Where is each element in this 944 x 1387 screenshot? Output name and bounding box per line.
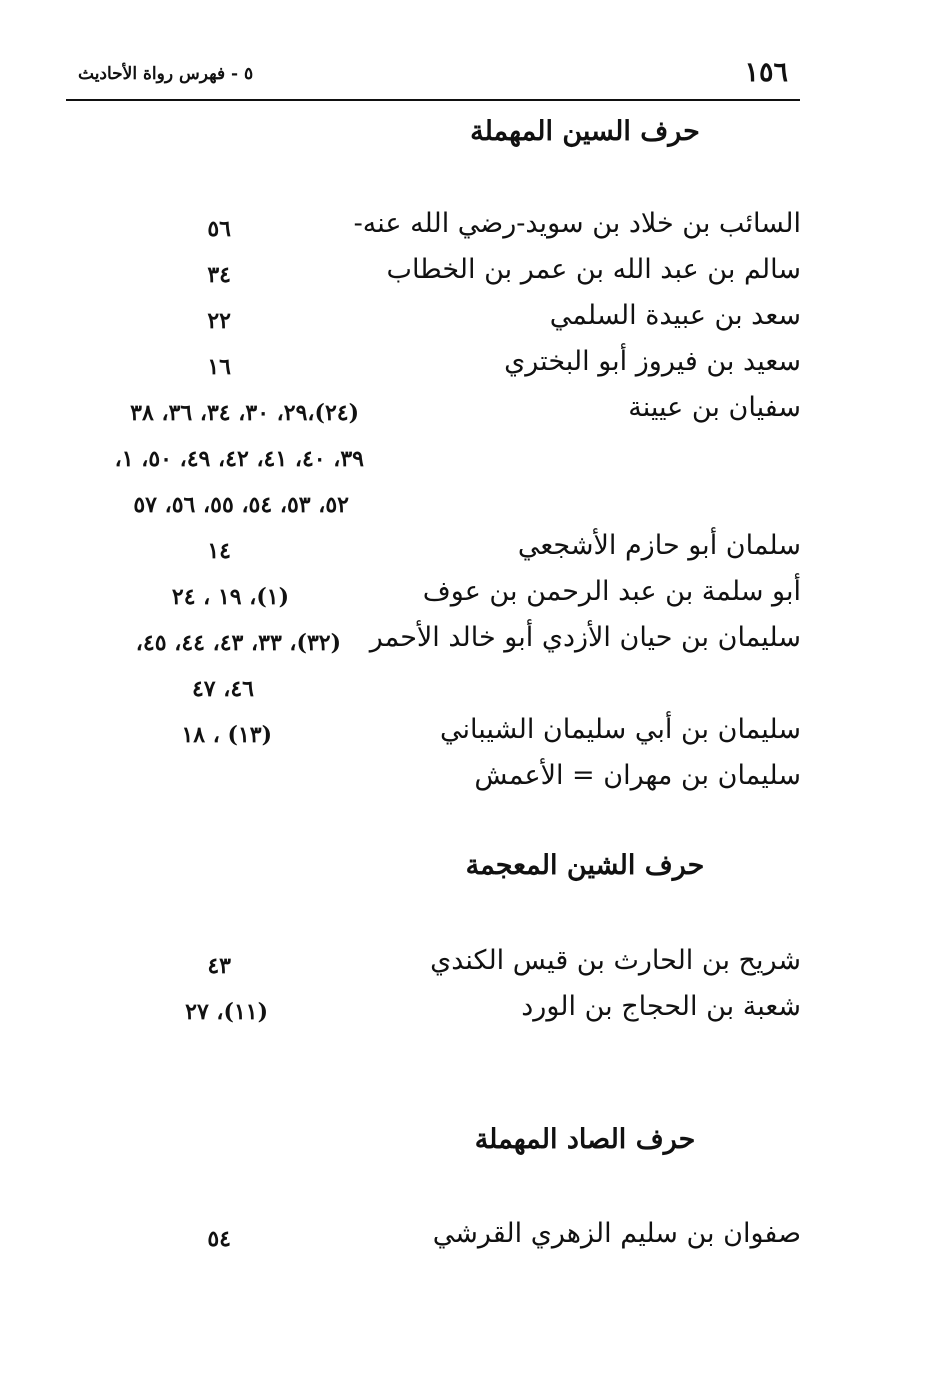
hadith-refs-continued: ٤٦، ٤٧ — [191, 676, 254, 702]
narrator-name: سالم بن عبد الله بن عمر بن الخطاب — [386, 254, 801, 285]
hadith-refs: ١٦ — [207, 354, 231, 380]
hadith-refs: ٤٣ — [207, 953, 231, 979]
narrator-name: سلمان أبو حازم الأشجعي — [517, 530, 801, 561]
narrator-name: أبو سلمة بن عبد الرحمن بن عوف — [422, 576, 801, 607]
narrator-name: شعبة بن الحجاج بن الورد — [521, 991, 801, 1022]
hadith-refs: ٢٢ — [207, 308, 231, 334]
section-title-sheen: حرف الشين المعجمة — [465, 850, 705, 881]
narrator-name: سعد بن عبيدة السلمي — [549, 300, 801, 331]
narrator-name: شريح بن الحارث بن قيس الكندي — [430, 945, 801, 976]
hadith-refs-continued: ٥٢، ٥٣، ٥٤، ٥٥، ٥٦، ٥٧ — [133, 492, 349, 518]
hadith-refs: (١١)، ٢٧ — [185, 999, 268, 1025]
section-title-seen: حرف السين المهملة — [470, 116, 700, 147]
hadith-refs: (٣٢)، ٣٣، ٤٣، ٤٤، ٤٥، — [135, 630, 341, 656]
section-title-sad: حرف الصاد المهملة — [474, 1124, 696, 1155]
hadith-refs: (١)، ١٩ ، ٢٤ — [171, 584, 289, 610]
page-header — [66, 55, 800, 101]
running-title: ٥ - فهرس رواة الأحاديث — [78, 64, 254, 84]
narrator-name: سفيان بن عيينة — [628, 392, 801, 423]
narrator-name: سعيد بن فيروز أبو البختري — [504, 346, 801, 377]
hadith-refs: (٢٤)،٢٩، ٣٠، ٣٤، ٣٦، ٣٨ — [130, 400, 359, 426]
hadith-refs: ٥٦ — [207, 216, 231, 242]
hadith-refs: ٣٤ — [207, 262, 231, 288]
narrator-name: سليمان بن أبي سليمان الشيباني — [439, 714, 801, 745]
narrator-name: صفوان بن سليم الزهري القرشي — [432, 1218, 801, 1249]
page-number: ١٥٦ — [744, 57, 788, 88]
hadith-refs: ١٤ — [207, 538, 231, 564]
narrator-name: السائب بن خلاد بن سويد-رضي الله عنه- — [353, 208, 801, 239]
hadith-refs: (١٣) ، ١٨ — [181, 722, 272, 748]
narrator-name: سليمان بن حيان الأزدي أبو خالد الأحمر — [369, 622, 801, 653]
narrator-name: سليمان بن مهران = الأعمش — [474, 760, 801, 791]
hadith-refs: ٥٤ — [207, 1226, 231, 1252]
hadith-refs-continued: ٣٩، ٤٠، ٤١، ٤٢، ٤٩، ٥٠، ١، — [114, 446, 364, 472]
